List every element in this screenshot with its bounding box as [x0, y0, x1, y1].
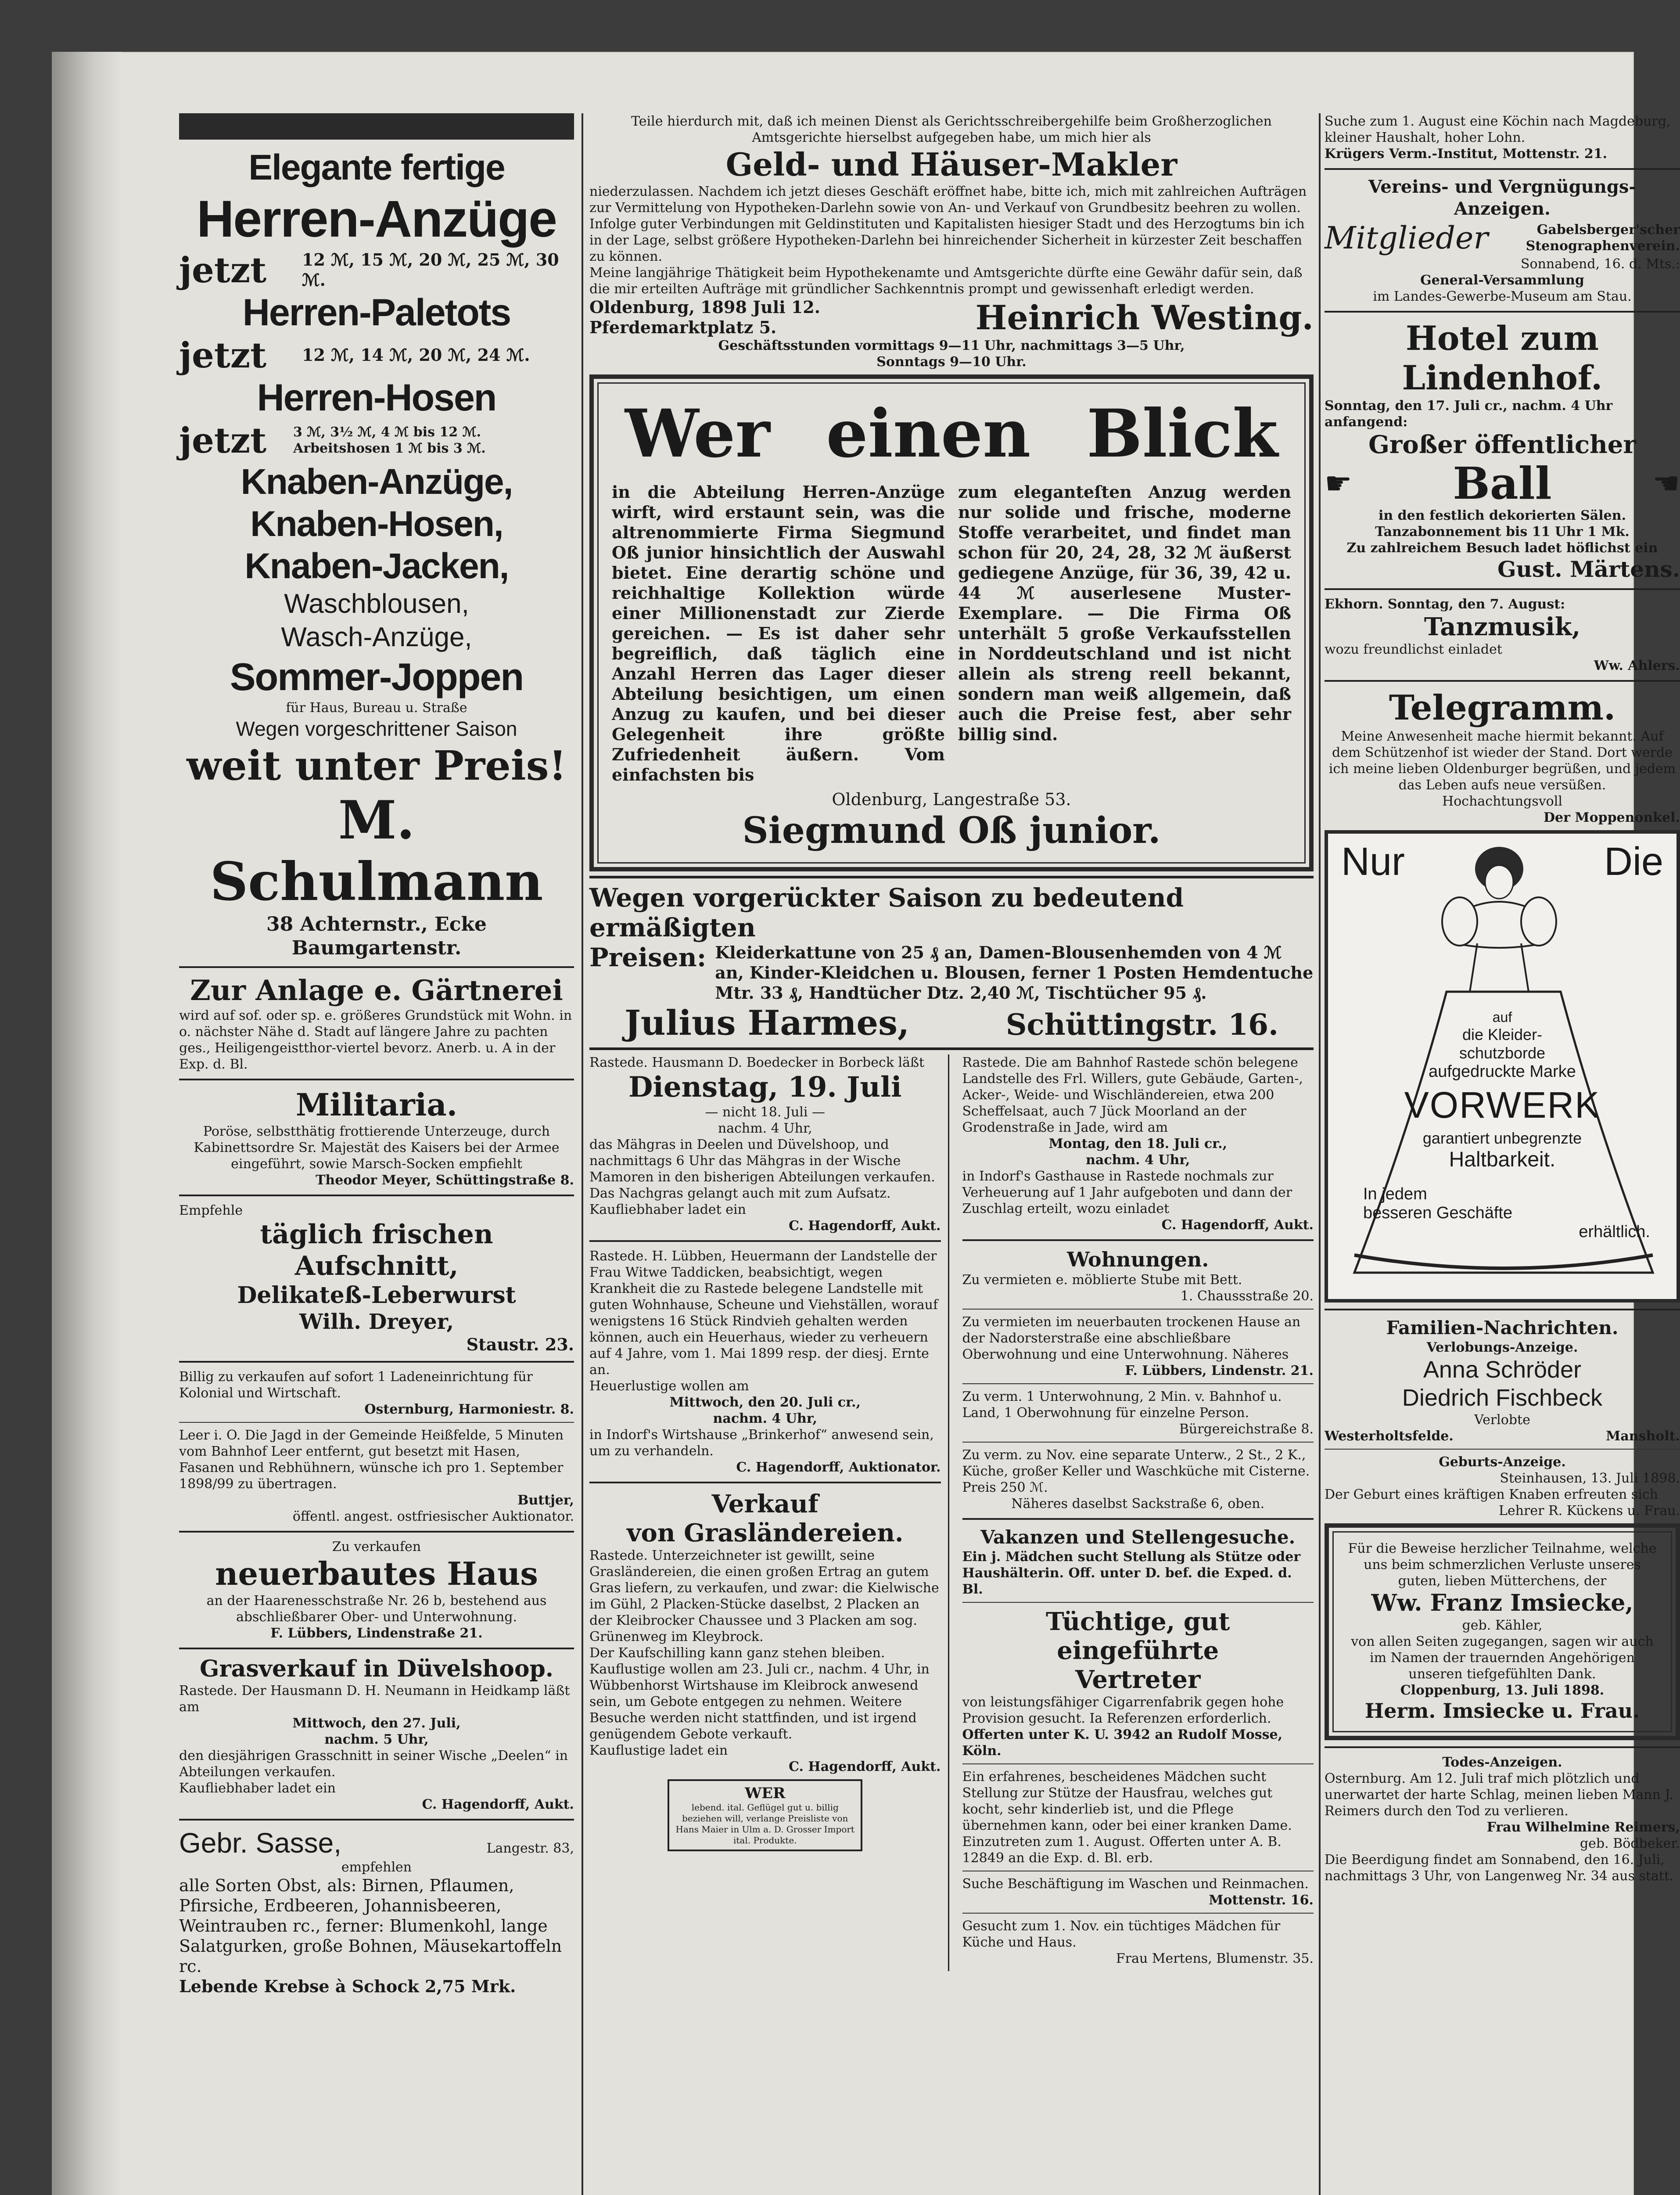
divider	[1325, 1746, 1680, 1748]
ad-title: täglich frischen Aufschnitt,	[260, 1219, 493, 1281]
ad-title: einen	[826, 395, 1031, 472]
ad-text: Steinhausen, 13. Juli 1898.	[1500, 1471, 1680, 1486]
lindenhof-ad	[1325, 319, 1680, 582]
ad-text: lebend. ital. Geflügel gut u. billig beziehen will, verlange Preisliste von Hans Maier in Ulm a. D. Grosser Import ital. Produkte.	[675, 1802, 854, 1846]
divider	[1325, 1449, 1680, 1450]
divider	[589, 1482, 941, 1483]
ad-title: Tüchtige, gut eingeführte	[1045, 1607, 1230, 1665]
ad-text: Rastede. H. Lübben, Heuermann der Landstelle der Frau Witwe Taddicken, beabsichtigt, wegen Krankheit die zu Rastede belegene Landstelle mit guten Wohnhause, Scheune und Viehställen, worauf wenigstens 16 Stück Rindvieh gehalten werden können, auch ein Heuerhaus, wieder zu verheuern auf 4 Jahre, vom 1. Mai 1899 resp. der diesj. Ernte an.	[589, 1249, 938, 1378]
ad-title: von Grasländereien.	[626, 1519, 904, 1547]
ad-text: Für die Beweise herzlicher Teilnahme, welche uns beim schmerzlichen Verluste unseres guten, lieben Mütterchens, der	[1348, 1541, 1657, 1589]
jagd-ad	[179, 1427, 574, 1525]
luebben-ad	[589, 1248, 941, 1475]
divider	[962, 1518, 1314, 1520]
ad-title: Verkauf	[711, 1490, 818, 1519]
ad-line: Herren-Paletots	[242, 291, 511, 334]
ekhorn-ad	[1325, 596, 1680, 674]
ad-signature: Heinrich Westing.	[975, 298, 1314, 337]
ad-text: Staustr. 23.	[466, 1335, 574, 1354]
familie-section	[1325, 1317, 1680, 1519]
vereine-section	[1325, 176, 1680, 305]
ad-title: Gebr. Sasse,	[179, 1827, 341, 1859]
sasse-ad	[179, 1827, 574, 1997]
ad-text: nachm. 4 Uhr,	[713, 1411, 817, 1426]
ad-text: wozu freundlichst einladet	[1325, 642, 1502, 657]
ad-text: das Mähgras in Deelen und Düvelshoop, und nachmittags 6 Uhr das Mähgras in der Wische Mamoren in den bisherigen Abteilungen verkaufen.	[589, 1137, 935, 1185]
ad-signature: C. Hagendorff, Aukt.	[789, 1759, 941, 1774]
ad-line: 12 ℳ, 15 ℳ, 20 ℳ, 25 ℳ, 30 ℳ.	[302, 250, 559, 290]
ad-text: Haltbarkeit.	[1449, 1148, 1556, 1171]
ad-text: Langestr. 83,	[486, 1841, 574, 1856]
ad-signature: F. Lübbers, Lindenstraße 21.	[270, 1626, 483, 1641]
ad-title: Großer öffentlicher	[1368, 430, 1636, 459]
ad-text: Gabelsberger'scher Stenographenverein.	[1526, 222, 1680, 254]
ad-title: Grasverkauf in Düvelshoop.	[200, 1655, 553, 1682]
divider	[179, 1079, 574, 1080]
ad-text: Heuerlustige wollen am	[589, 1378, 749, 1394]
divider	[1325, 680, 1680, 682]
divider	[179, 1819, 574, 1821]
ad-text: Gesucht zum 1. Nov. ein tüchtiges Mädchen für Küche und Haus.	[962, 1918, 1281, 1950]
divider	[962, 1442, 1314, 1443]
ad-title: Tanzmusik,	[1424, 612, 1581, 641]
haus-ad	[179, 1539, 574, 1641]
ad-text: — nicht 18. Juli —	[705, 1105, 825, 1120]
ad-text: Kauflustige ladet ein	[589, 1743, 728, 1758]
ad-text: Westerholtsfelde.	[1325, 1429, 1454, 1444]
ad-text: Rastede. Hausmann D. Boedecker in Borbeck läßt	[589, 1055, 925, 1070]
ad-text: Tanzabonnement bis 11 Uhr 1 Mk.	[1375, 524, 1630, 540]
divider	[1325, 168, 1680, 170]
ad-title: neuerbautes Haus	[215, 1555, 538, 1592]
divider	[962, 1383, 1314, 1384]
ad-signature: C. Hagendorff, Auktionator.	[736, 1460, 941, 1475]
section-title: Vereins- und Vergnügungs-Anzeigen.	[1368, 176, 1636, 219]
ad-text: im Landes-Gewerbe-Museum am Stau.	[1373, 289, 1632, 304]
top-bar	[179, 113, 574, 140]
ad-text: aufgedruckte Marke	[1429, 1062, 1576, 1081]
militaria-ad	[179, 1087, 574, 1188]
ad-text: Meine langjährige Thätigkeit beim Hypothekenamte und Amtsgerichte dürfte eine Gewähr dafür sein, daß die mir erteilten Aufträge mit gründlicher Sachkenntnis prompt und gewissenhaft erledigt werden.	[589, 265, 1303, 297]
section-title: Vakanzen und Stellengesuche.	[980, 1526, 1296, 1548]
column-rule	[1319, 113, 1321, 2195]
column-rule	[582, 113, 583, 2195]
divider	[179, 1531, 574, 1533]
grasverkauf-ad	[179, 1655, 574, 1813]
ad-line: Knaben-Anzüge,	[241, 462, 513, 502]
ad-text: Kaufliebhaber ladet ein	[589, 1202, 746, 1217]
ad-text: Zu zahlreichem Besuch ladet höflichst ein	[1346, 540, 1658, 556]
ad-text: Verlobungs-Anzeige.	[1426, 1340, 1578, 1355]
page-edge	[52, 52, 122, 2195]
ad-signature: Siegmund Oß junior.	[742, 810, 1161, 852]
ad-text: Oldenburg, 1898 Juli 12.	[589, 297, 820, 317]
ad-line: M. Schulmann	[210, 789, 543, 913]
ad-signature: C. Hagendorff, Aukt.	[1161, 1217, 1314, 1233]
ad-text: F. Lübbers, Lindenstr. 21.	[1125, 1363, 1314, 1378]
handwritten-signature: Mitglieder	[1325, 220, 1488, 256]
ad-line: jetzt	[179, 420, 267, 461]
ad-signature: Gust. Märtens.	[1497, 556, 1680, 582]
ad-text: Rastede. Der Hausmann D. H. Neumann in Heidkamp läßt am	[179, 1683, 570, 1715]
ad-text: in den festlich dekorierten Sälen.	[1378, 508, 1626, 523]
ad-text: Empfehle	[179, 1203, 243, 1218]
divider	[1325, 311, 1680, 313]
ad-text: Mottenstr. 16.	[1209, 1893, 1314, 1908]
divider	[1325, 1309, 1680, 1310]
ad-signature: Der Moppenonkel.	[1544, 810, 1680, 825]
ladeneinrichtung-ad	[179, 1369, 574, 1418]
ad-line: 3 ℳ, 3½ ℳ, 4 ℳ bis 12 ℳ. Arbeitshosen 1 ℳ bis 3 ℳ.	[293, 425, 486, 456]
ad-title: Preisen:	[589, 943, 707, 972]
divider	[962, 1913, 1314, 1914]
ad-text: Hochachtungsvoll	[1442, 794, 1562, 809]
ad-signature: Theodor Meyer, Schüttingstraße 8.	[316, 1173, 574, 1188]
ad-text: Wilh. Dreyer,	[299, 1310, 454, 1334]
ad-text: Geburts-Anzeige.	[1439, 1454, 1566, 1470]
ad-line: weit unter Preis!	[187, 742, 567, 789]
ad-text: alle Sorten Obst, als: Birnen, Pflaumen, Pfirsiche, Erdbeeren, Johannisbeeren, Weintrauben rc., ferner: Blumenkohl, lange Salatgurken, große Bohnen, Mäusekartoffeln rc.	[179, 1876, 562, 1976]
section-title: Wohnungen.	[1067, 1248, 1209, 1271]
ad-title: Ball	[1453, 457, 1552, 509]
ad-text: Ein erfahrenes, bescheidenes Mädchen sucht Stellung zur Stütze der Hausfrau, welches gut kocht, sehr kinderlieb ist, und die Pflege übernehmen kann, oder bei einer kranken Dame. Einzutreten zum 1. August. Offerten unter A. B. 12849 an die Exp. d. Bl. erb.	[962, 1769, 1292, 1866]
ad-text: Kaufliebhaber ladet ein	[179, 1781, 336, 1796]
ad-title: Zur Anlage e. Gärtnerei	[190, 974, 563, 1007]
ad-title: Wer	[625, 395, 770, 472]
ad-signature: Frau Wilhelmine Reimers,	[1486, 1820, 1680, 1835]
ad-text: garantiert unbegrenzte	[1422, 1129, 1582, 1147]
vorwerk-ad	[1325, 830, 1680, 1303]
ad-text: Offerten unter K. U. 3942 an Rudolf Mosse, Köln.	[962, 1727, 1283, 1759]
ad-title: Die	[1604, 840, 1663, 884]
ad-text: nachm. 4 Uhr,	[718, 1121, 812, 1136]
ad-text: In jedem	[1363, 1185, 1427, 1203]
ad-line: für Haus, Bureau u. Straße	[286, 700, 467, 716]
divider	[179, 966, 574, 968]
newspaper-page	[52, 52, 1680, 2195]
ad-text: die Kleider-	[1462, 1026, 1543, 1044]
lady-illustration	[1403, 842, 1596, 1000]
ad-title: Delikateß-Leberwurst	[237, 1282, 516, 1309]
ad-text: Zu verm. zu Nov. eine separate Unterw., 2 St., 2 K., Küche, großer Keller und Waschküche mit Cisterne. Preis 250 ℳ.	[962, 1447, 1310, 1495]
divider	[179, 1361, 574, 1363]
divider	[962, 1309, 1314, 1310]
ad-signature: Julius Harmes,	[625, 1003, 910, 1043]
ad-title: Dienstag, 19. Juli	[628, 1071, 902, 1104]
ad-title: WER	[745, 1785, 786, 1802]
ad-text: nachm. 5 Uhr,	[324, 1732, 429, 1747]
ad-line: Herren-Hosen	[257, 377, 496, 419]
ad-text: Leer i. O. Die Jagd in der Gemeinde Heißfelde, 5 Minuten vom Bahnhof Leer entfernt, gut besetzt mit Hasen, Fasanen und Rebhühnern, wünsche ich pro 1. September 1898/99 zu übertragen.	[179, 1428, 564, 1492]
koechin-ad	[1325, 113, 1680, 162]
ad-text: Näheres daselbst Sackstraße 6, oben.	[1011, 1496, 1265, 1511]
ad-text: schutzborde	[1459, 1044, 1546, 1062]
auction-columns	[589, 1054, 1314, 1971]
ad-text: Lebende Krebse à Schock 2,75 Mrk.	[179, 1976, 516, 1996]
ad-text: Osternburg. Am 12. Juli traf mich plötzlich und unerwartet der harte Schlag, meinen lieben Mann J. Reimers durch den Tod zu verlieren.	[1325, 1771, 1673, 1819]
ad-text: von allen Seiten zugegangen, sagen wir auch im Namen der trauernden Angehörigen unseren tiefgefühlten Dank.	[1351, 1634, 1654, 1682]
ad-text: in Indorf's Gasthause in Rastede nochmals zur Verheuerung auf 1 Jahr aufgeboten und dann der Zuschlag erteilt, wozu einladet	[962, 1169, 1292, 1216]
ad-line: Herren-Anzüge	[197, 190, 556, 248]
ad-text: Anna Schröder	[1423, 1357, 1582, 1383]
harmes-ad	[589, 876, 1314, 1050]
divider	[589, 1240, 941, 1242]
ad-text: in Indorf's Wirtshause „Brinkerhof“ anwesend sein, um zu verhandeln.	[589, 1427, 934, 1459]
ad-text: empfehlen	[341, 1860, 412, 1875]
ad-text: in die Abteilung Herren-Anzüge wirft, wird erstaunt sein, was die altrenommierte Firma Siegmund Oß junior hinsichtlich der Auswahl bietet. Eine derartig schöne und reichhaltige Kollektion würde einer Millionenstadt zur Zierde gereichen. — Es ist daher sehr begreiflich, daß täglich eine Anzahl Herren das Lager dieser Abteilung besichtigen, um einen Anzug zu kaufen, und bei dieser Gelegenheit ihre größte Zufriedenheit äußern. Vom einfachsten bis	[612, 482, 945, 784]
ad-line: Wegen vorgeschrittener Saison	[236, 717, 517, 740]
right-column	[1325, 113, 1680, 2195]
ad-title: Wegen vorgerückter Saison zu bedeutend ermäßigten	[589, 883, 1184, 943]
ad-text: Das Nachgras gelangt auch mit zum Aufsatz.	[589, 1186, 891, 1201]
section-title: Todes-Anzeigen.	[1442, 1755, 1562, 1770]
ad-text: Die Beerdigung findet am Sonnabend, den 16. Juli, nachmittags 3 Uhr, von Langenweg Nr. 34 aus statt.	[1325, 1852, 1674, 1884]
ad-text: Frau Mertens, Blumenstr. 35.	[1116, 1951, 1314, 1966]
imsiecke-ad	[1325, 1523, 1680, 1740]
ad-text: an der Haarenesschstraße Nr. 26 b, bestehend aus abschließbarer Ober- und Unterwohnung.	[206, 1593, 547, 1625]
divider	[962, 1239, 1314, 1241]
ad-text: Oldenburg, Langestraße 53.	[832, 790, 1071, 809]
ad-text: Diedrich Fischbeck	[1402, 1385, 1603, 1411]
ad-text: Infolge guter Verbindungen mit Geldinstituten und Kapitalisten hiesiger Stadt und des Herzogtums bin ich in der Lage, selbst größere Hypotheken-Darlehn bei hinreichender Sicherheit in kürzester Zeit beschaffen zu können.	[589, 216, 1305, 264]
ad-line: Knaben-Hosen,	[250, 504, 503, 544]
ad-signature: Ww. Ahlers.	[1594, 658, 1680, 673]
ad-line: jetzt	[179, 335, 267, 376]
ad-text: Montag, den 18. Juli cr.,	[1048, 1136, 1228, 1151]
divider	[962, 1763, 1314, 1764]
ad-title: Ww. Franz Imsiecke,	[1371, 1590, 1633, 1616]
ad-signature: geb. Bödbeker.	[1579, 1836, 1680, 1851]
ad-title: Geld- und Häuser-Makler	[725, 146, 1177, 183]
ad-text: Sonntag, den 17. Juli cr., nachm. 4 Uhr anfangend:	[1325, 398, 1613, 430]
divider	[179, 1195, 574, 1196]
ad-text: Zu verm. 1 Unterwohnung, 2 Min. v. Bahnhof u. Land, 1 Oberwohnung für einzelne Person.	[962, 1389, 1282, 1421]
ad-signature: öffentl. angest. ostfriesischer Auktionator.	[292, 1509, 574, 1524]
ad-signature: Buttjer,	[517, 1493, 574, 1508]
ad-text: Zu verkaufen	[332, 1539, 421, 1554]
ad-text: Schüttingstr. 16.	[1005, 1008, 1278, 1042]
divider	[962, 1602, 1314, 1603]
ad-text: Kleiderkattune von 25 ₰ an, Damen-Blousenhemden von 4 ℳ an, Kinder-Kleidchen u. Blousen, ferner 1 Posten Hemdentuche Mtr. 33 ₰, Handtücher Dtz. 2,40 ℳ, Tischtücher 95 ₰.	[715, 943, 1314, 1003]
ad-text: Teile hierdurch mit, daß ich meinen Dienst als Gerichtsschreibergehilfe beim Großherzoglichen Amtsgerichte hierselbst aufgegeben habe, um mich hier als	[631, 114, 1272, 145]
ad-text: den diesjährigen Grasschnitt in seiner Wische „Deelen“ in Abteilungen verkaufen.	[179, 1748, 568, 1780]
ad-text: Ekhorn. Sonntag, den 7. August:	[1325, 597, 1565, 612]
ad-text: Rastede. Unterzeichneter ist gewillt, seine Grasländereien, die einen großen Ertrag an gutem Gras liefern, zu verkaufen, und zwar: die Kielwische im Gühl, 2 Placken-Stücke daselbst, 2 Placken an der Kleibrocker Chaussee und 3 Placken am sog. Grünenweg im Kleybrock.	[589, 1548, 939, 1644]
ad-text: General-Versammlung	[1420, 273, 1584, 288]
ad-title: Militaria.	[295, 1087, 458, 1123]
ad-text: Sonntags 9—10 Uhr.	[876, 354, 1027, 370]
ad-text: Suche Beschäftigung im Waschen und Reinmachen.	[962, 1876, 1309, 1892]
ad-text: Mittwoch, den 27. Juli,	[292, 1716, 461, 1731]
ad-title: Nur	[1341, 840, 1405, 884]
ad-text: Cloppenburg, 13. Juli 1898.	[1400, 1683, 1605, 1698]
ad-title: Telegramm.	[1389, 688, 1616, 728]
ad-title: Hotel zum Lindenhof.	[1402, 319, 1603, 397]
ad-text: Meine Anwesenheit mache hiermit bekannt. Auf dem Schützenhof ist wieder der Stand. Dort werde ich meine lieben Oldenburger begrüßen, und jedem das Leben aufs neue versüßen.	[1328, 729, 1676, 793]
ad-text: Zu vermieten e. möblierte Stube mit Bett.	[962, 1272, 1242, 1288]
ad-line: Wasch-Anzüge,	[281, 622, 472, 652]
ad-line: Knaben-Jacken,	[244, 546, 509, 586]
ad-text: Der Geburt eines kräftigen Knaben erfreuten sich	[1325, 1487, 1658, 1502]
ad-text: Mansholt.	[1606, 1429, 1680, 1444]
ad-text: Verlobte	[1474, 1412, 1530, 1428]
oss-ad	[589, 374, 1314, 871]
ad-text: Der Kaufschilling kann ganz stehen bleiben. Kauflustige wollen am 23. Juli cr., nachm. 4 Uhr, in Wübbenhorst Wirtshause im Kleibrock anwesend sein, um Gebote entgegen zu nehmen. Weitere Besuche werden nicht stattfinden, und ist irgend genügendem Gebote verkauft.	[589, 1645, 930, 1742]
ad-text: Mittwoch, den 20. Juli cr.,	[669, 1395, 861, 1410]
todes-section	[1325, 1754, 1680, 1884]
pointing-hand-icon: ☚	[1652, 465, 1680, 501]
willers-ad	[962, 1054, 1314, 1233]
vakanzen-section	[962, 1526, 1314, 1967]
ad-line: 12 ℳ, 14 ℳ, 20 ℳ, 24 ℳ.	[302, 345, 530, 365]
ad-signature: Osternburg, Harmoniestr. 8.	[364, 1402, 574, 1417]
ad-line: Waschblousen,	[284, 589, 469, 619]
wer-ad	[668, 1779, 862, 1851]
ad-signature: C. Hagendorff, Aukt.	[422, 1797, 574, 1812]
ad-signature: Lehrer R. Kückens u. Frau.	[1499, 1503, 1680, 1519]
left-column	[179, 113, 574, 2195]
schulmann-ad	[179, 147, 574, 960]
ad-text: Suche zum 1. August eine Köchin nach Magdeburg, kleiner Haushalt, hoher Lohn.	[1325, 114, 1671, 145]
ad-text: niederzulassen. Nachdem ich jetzt dieses Geschäft eröffnet habe, bitte ich, mich mit zahlreichen Aufträgen zur Vermittelung von Hypotheken-Darlehn sowie von An- und Verkauf von Grundbesitz beehren zu wollen.	[589, 184, 1307, 216]
ad-text: 1. Chaussstraße 20.	[1180, 1288, 1314, 1304]
ad-text: Sonnabend, 16. d. Mts.:	[1520, 256, 1680, 272]
ad-signature: C. Hagendorff, Aukt.	[789, 1218, 941, 1234]
divider	[179, 1422, 574, 1423]
wohnungen-section	[962, 1247, 1314, 1512]
gaertnerei-ad	[179, 974, 574, 1072]
ad-text: nachm. 4 Uhr,	[1086, 1152, 1190, 1168]
section-title: Familien-Nachrichten.	[1386, 1317, 1619, 1339]
graslaender-ad	[589, 1490, 941, 1775]
ad-text: Geschäftsstunden vormittags 9—11 Uhr, nachmittags 3—5 Uhr,	[718, 338, 1185, 353]
ad-text: Pferdemarktplatz 5.	[589, 317, 777, 337]
boedecker-ad	[589, 1054, 941, 1234]
ad-signature: Herm. Imsiecke u. Frau.	[1364, 1699, 1640, 1723]
ad-text: Ein j. Mädchen sucht Stellung als Stütze oder Haushälterin. Off. unter D. bef. die Exped. d. Bl.	[962, 1549, 1301, 1597]
ad-line: 38 Achternstr., Ecke Baumgartenstr.	[266, 913, 487, 959]
ad-text: Bürgereichstraße 8.	[1179, 1421, 1314, 1437]
ad-text: auf	[1492, 1009, 1512, 1025]
pointing-hand-icon: ☛	[1325, 465, 1352, 501]
ad-signature: Krügers Verm.-Institut, Mottenstr. 21.	[1325, 146, 1608, 162]
ad-title: Blick	[1086, 395, 1278, 472]
dreyer-ad	[179, 1202, 574, 1355]
telegramm-ad	[1325, 688, 1680, 826]
ad-text: besseren Geschäfte	[1363, 1204, 1513, 1222]
ad-text: Rastede. Die am Bahnhof Rastede schön belegene Landstelle des Frl. Willers, gute Gebäude, Garten-, Acker-, Weide- und Wischländereien, etwa 200 Scheffelsaat, auch 7 Jück Moorland an der Grodenstraße in Jade, wird am	[962, 1055, 1303, 1135]
ad-line: jetzt	[179, 249, 267, 291]
divider	[1325, 588, 1680, 590]
divider	[179, 1648, 574, 1649]
middle-column	[589, 113, 1314, 2195]
ad-title: Vertreter	[1075, 1665, 1201, 1694]
ad-text: von leistungsfähiger Cigarrenfabrik gegen hohe Provision gesucht. Ia Referenzen erforderlich.	[962, 1695, 1284, 1726]
brand-name: VORWERK	[1404, 1084, 1601, 1126]
ad-line: Elegante fertige	[248, 148, 505, 187]
ad-line: Sommer-Joppen	[230, 655, 524, 698]
ad-text: wird auf sof. oder sp. e. größeres Grundstück mit Wohn. in o. nächster Nähe d. Stadt auf längere Jahre zu pachten ges., Heiligengeistthor-viertel bevorz. Anerb. u. A in der Exp. d. Bl.	[179, 1008, 572, 1072]
ad-text: Zu vermieten im neuerbauten trockenen Hause an der Nadorsterstraße eine abschließbare Oberwohnung und eine Unterwohnung. Näheres	[962, 1314, 1301, 1362]
ad-text: geb. Kähler,	[1462, 1618, 1543, 1633]
ad-text: Poröse, selbstthätig frottierende Unterzeuge, durch Kabinettsordre Sr. Majestät des Kaisers bei der Armee eingeführt, sowie Marsch-Socken empfiehlt	[194, 1124, 560, 1172]
westing-ad	[589, 113, 1314, 370]
ad-text: Billig zu verkaufen auf sofort 1 Ladeneinrichtung für Kolonial und Wirtschaft.	[179, 1369, 533, 1401]
ad-text: zum eleganteſten Anzug werden nur solide und frische, moderne Stoffe verarbeitet, und findet man schon für 20, 24, 28, 32 ℳ äußerst gediegene Anzüge, für 36, 39, 42 u. 44 ℳ auserlesene Muster-Exemplare. — Die Firma Oß unterhält 5 große Verkaufsstellen in Norddeutschland und ist nicht allein als streng reell bekannt, sondern man weiß allgemein, daß auch die Preise fest, aber sehr billig sind.	[958, 482, 1291, 744]
ad-text: erhältlich.	[1579, 1223, 1650, 1241]
